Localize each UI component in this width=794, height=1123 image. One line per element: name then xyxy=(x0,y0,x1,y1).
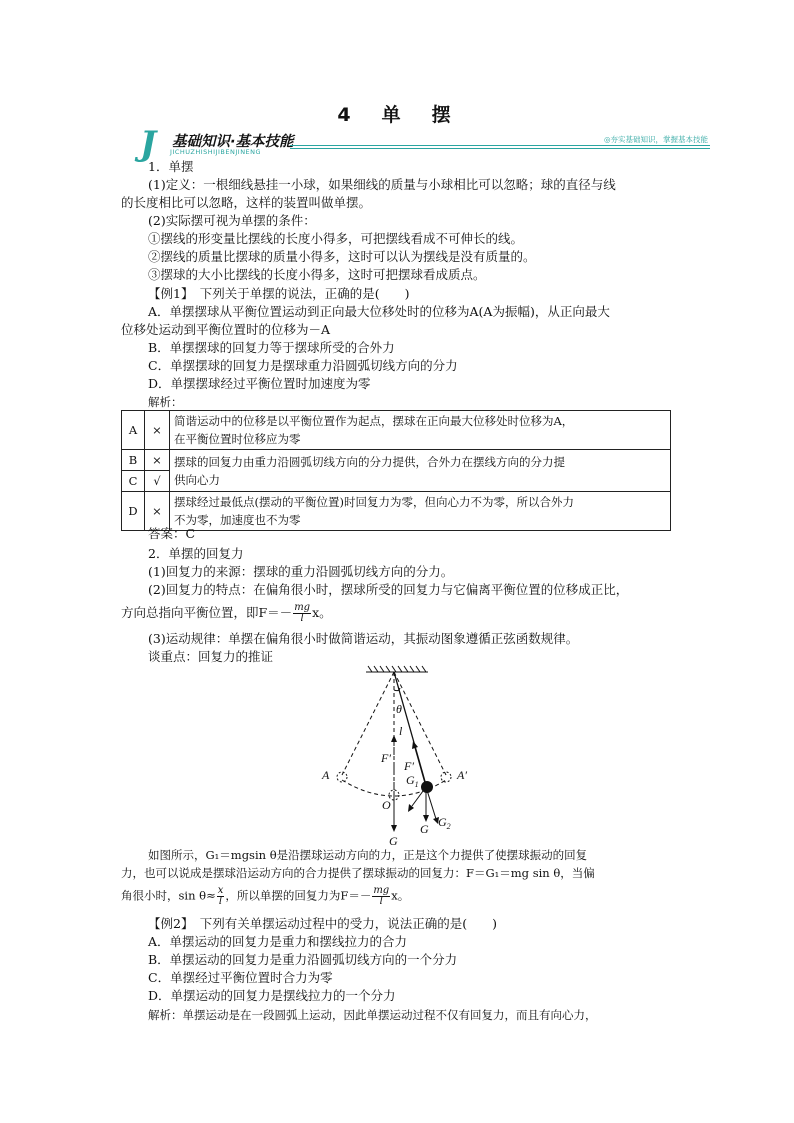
table-key: D xyxy=(122,492,145,531)
table-key: B xyxy=(122,450,145,471)
arrowhead xyxy=(391,825,397,832)
label-g-center: G xyxy=(389,834,398,848)
fraction: $\frac{x}{l}$ xyxy=(217,885,224,907)
example-stem: 【例1】 下列关于单摆的说法，正确的是( ) xyxy=(148,286,410,301)
list-item: ②摆线的质量比摆球的质量小得多，这时可以认为摆线是没有质量的。 xyxy=(148,249,536,264)
analysis-text: 解析：单摆运动是在一段圆弧上运动，因此单摆运动过程不仅有回复力，而且有向心力， xyxy=(148,1008,597,1022)
page-title: 4 单 摆 xyxy=(337,104,457,126)
right-ball xyxy=(441,772,451,782)
list-item: ①摆线的形变量比摆线的长度小得多，可把摆线看成不可伸长的线。 xyxy=(148,231,524,246)
label-f-center: F′ xyxy=(381,751,391,765)
derivation-paragraph: 力，也可以说成是摆球沿运动方向的合力提供了摆球振动的回复力：F＝G₁＝mg sin θ，当偏 xyxy=(121,866,595,880)
table-text: 摆球的回复力由重力沿圆弧切线方向的分力提供，合外力在摆线方向的分力提 供向心力 xyxy=(170,450,671,492)
arrowhead xyxy=(391,735,397,742)
list-item: ③摆球的大小比摆线的长度小得多，这时可把摆球看成质点。 xyxy=(148,267,486,282)
paragraph: (2)实际摆可视为单摆的条件： xyxy=(148,213,316,228)
table-mark: √ xyxy=(145,471,170,492)
paragraph: 的长度相比可以忽略，这样的装置叫做单摆。 xyxy=(121,195,372,210)
table-mark: × xyxy=(145,411,170,450)
example-stem: 【例2】 下列有关单摆运动过程中的受力，说法正确的是( ) xyxy=(148,916,497,931)
derivation-paragraph: 如图所示，G₁＝mgsin θ是沿摆球运动方向的力，正是这个力提供了使摆球振动的回复 xyxy=(148,848,588,862)
table-text: 简谐运动中的位移是以平衡位置作为起点，摆球在正向最大位移处时位移为A， 在平衡位置时位移应为零 xyxy=(170,411,671,450)
label-g1: $G_1$ xyxy=(406,773,419,789)
paragraph: (1)定义：一根细线悬挂一小球，如果细线的质量与小球相比可以忽略；球的直径与线 xyxy=(148,177,616,192)
banner-title: 基础知识·基本技能 xyxy=(172,134,294,150)
label-l: l xyxy=(399,724,403,738)
label-f: F′ xyxy=(404,759,414,773)
fraction: $\frac{mg}{l}$ xyxy=(373,885,390,907)
option-a: A．单摆摆球从平衡位置运动到正向最大位移处时的位移为A(A为振幅)，从正向最大 xyxy=(148,304,610,319)
banner-slogan: ◎夯实基础知识，掌握基本技能 xyxy=(603,135,708,144)
pendulum-bob xyxy=(421,781,433,793)
label-theta: θ xyxy=(396,702,402,716)
option-d: D．单摆摆球经过平衡位置时加速度为零 xyxy=(148,376,371,391)
paragraph: (1)回复力的来源：摆球的重力沿圆弧切线方向的分力。 xyxy=(148,564,454,579)
paragraph: (3)运动规律：单摆在偏角很小时做简谐运动，其振动图象遵循正弦函数规律。 xyxy=(148,631,579,646)
option-a-cont: 位移处运动到平衡位置时的位移为－A xyxy=(121,322,331,337)
option-b: B．单摆摆球的回复力等于摆球所受的合外力 xyxy=(148,340,395,355)
option-b: B．单摆运动的回复力是重力沿圆弧切线方向的一个分力 xyxy=(148,952,458,967)
banner-pinyin: JICHUZHISHIJIBENJINENG xyxy=(170,148,262,156)
section-heading: 1．单摆 xyxy=(148,159,194,174)
paragraph: (2)回复力的特点：在偏角很小时，摆球所受的回复力与它偏离平衡位置的位移成正比， xyxy=(148,582,629,597)
formula-line: 方向总指向平衡位置，即F＝－ $\frac{mg}{l}$ x。 xyxy=(121,602,332,624)
label-g2: $G_2$ xyxy=(438,815,451,831)
answer: 答案：C xyxy=(148,526,196,541)
label-o: O xyxy=(382,798,391,812)
fraction: $\frac{mg}{l}$ xyxy=(294,602,311,624)
table-key: A xyxy=(122,411,145,450)
ceiling-hatch xyxy=(368,666,426,672)
analysis-label: 解析： xyxy=(148,395,183,409)
label-g: G xyxy=(420,822,429,836)
table-text: 摆球经过最低点(摆动的平衡位置)时回复力为零，但向心力不为零，所以合外力 不为零，加速度也不为零 xyxy=(170,492,671,531)
option-c: C．单摆摆球的回复力是摆球重力沿圆弧切线方向的分力 xyxy=(148,358,458,373)
derivation-formula: 角很小时，sin θ≈ $\frac{x}{l}$ ，所以单摆的回复力为F＝－ $\frac{mg}{l}$ x。 xyxy=(121,885,410,907)
option-a: A．单摆运动的回复力是重力和摆线拉力的合力 xyxy=(148,934,408,949)
section-heading: 2．单摆的回复力 xyxy=(148,546,244,561)
focus-heading: 谈重点：回复力的推证 xyxy=(148,649,274,664)
table-key: C xyxy=(122,471,145,492)
table-mark: × xyxy=(145,492,170,531)
arrowhead xyxy=(423,815,429,822)
label-a-prime: A′ xyxy=(457,768,467,782)
table-mark: × xyxy=(145,450,170,471)
option-c: C．单摆经过平衡位置时合力为零 xyxy=(148,970,333,985)
banner-logo: J xyxy=(140,124,157,164)
label-a: A xyxy=(322,768,330,782)
option-d: D．单摆运动的回复力是摆线拉力的一个分力 xyxy=(148,988,396,1003)
arrowhead xyxy=(412,741,418,749)
